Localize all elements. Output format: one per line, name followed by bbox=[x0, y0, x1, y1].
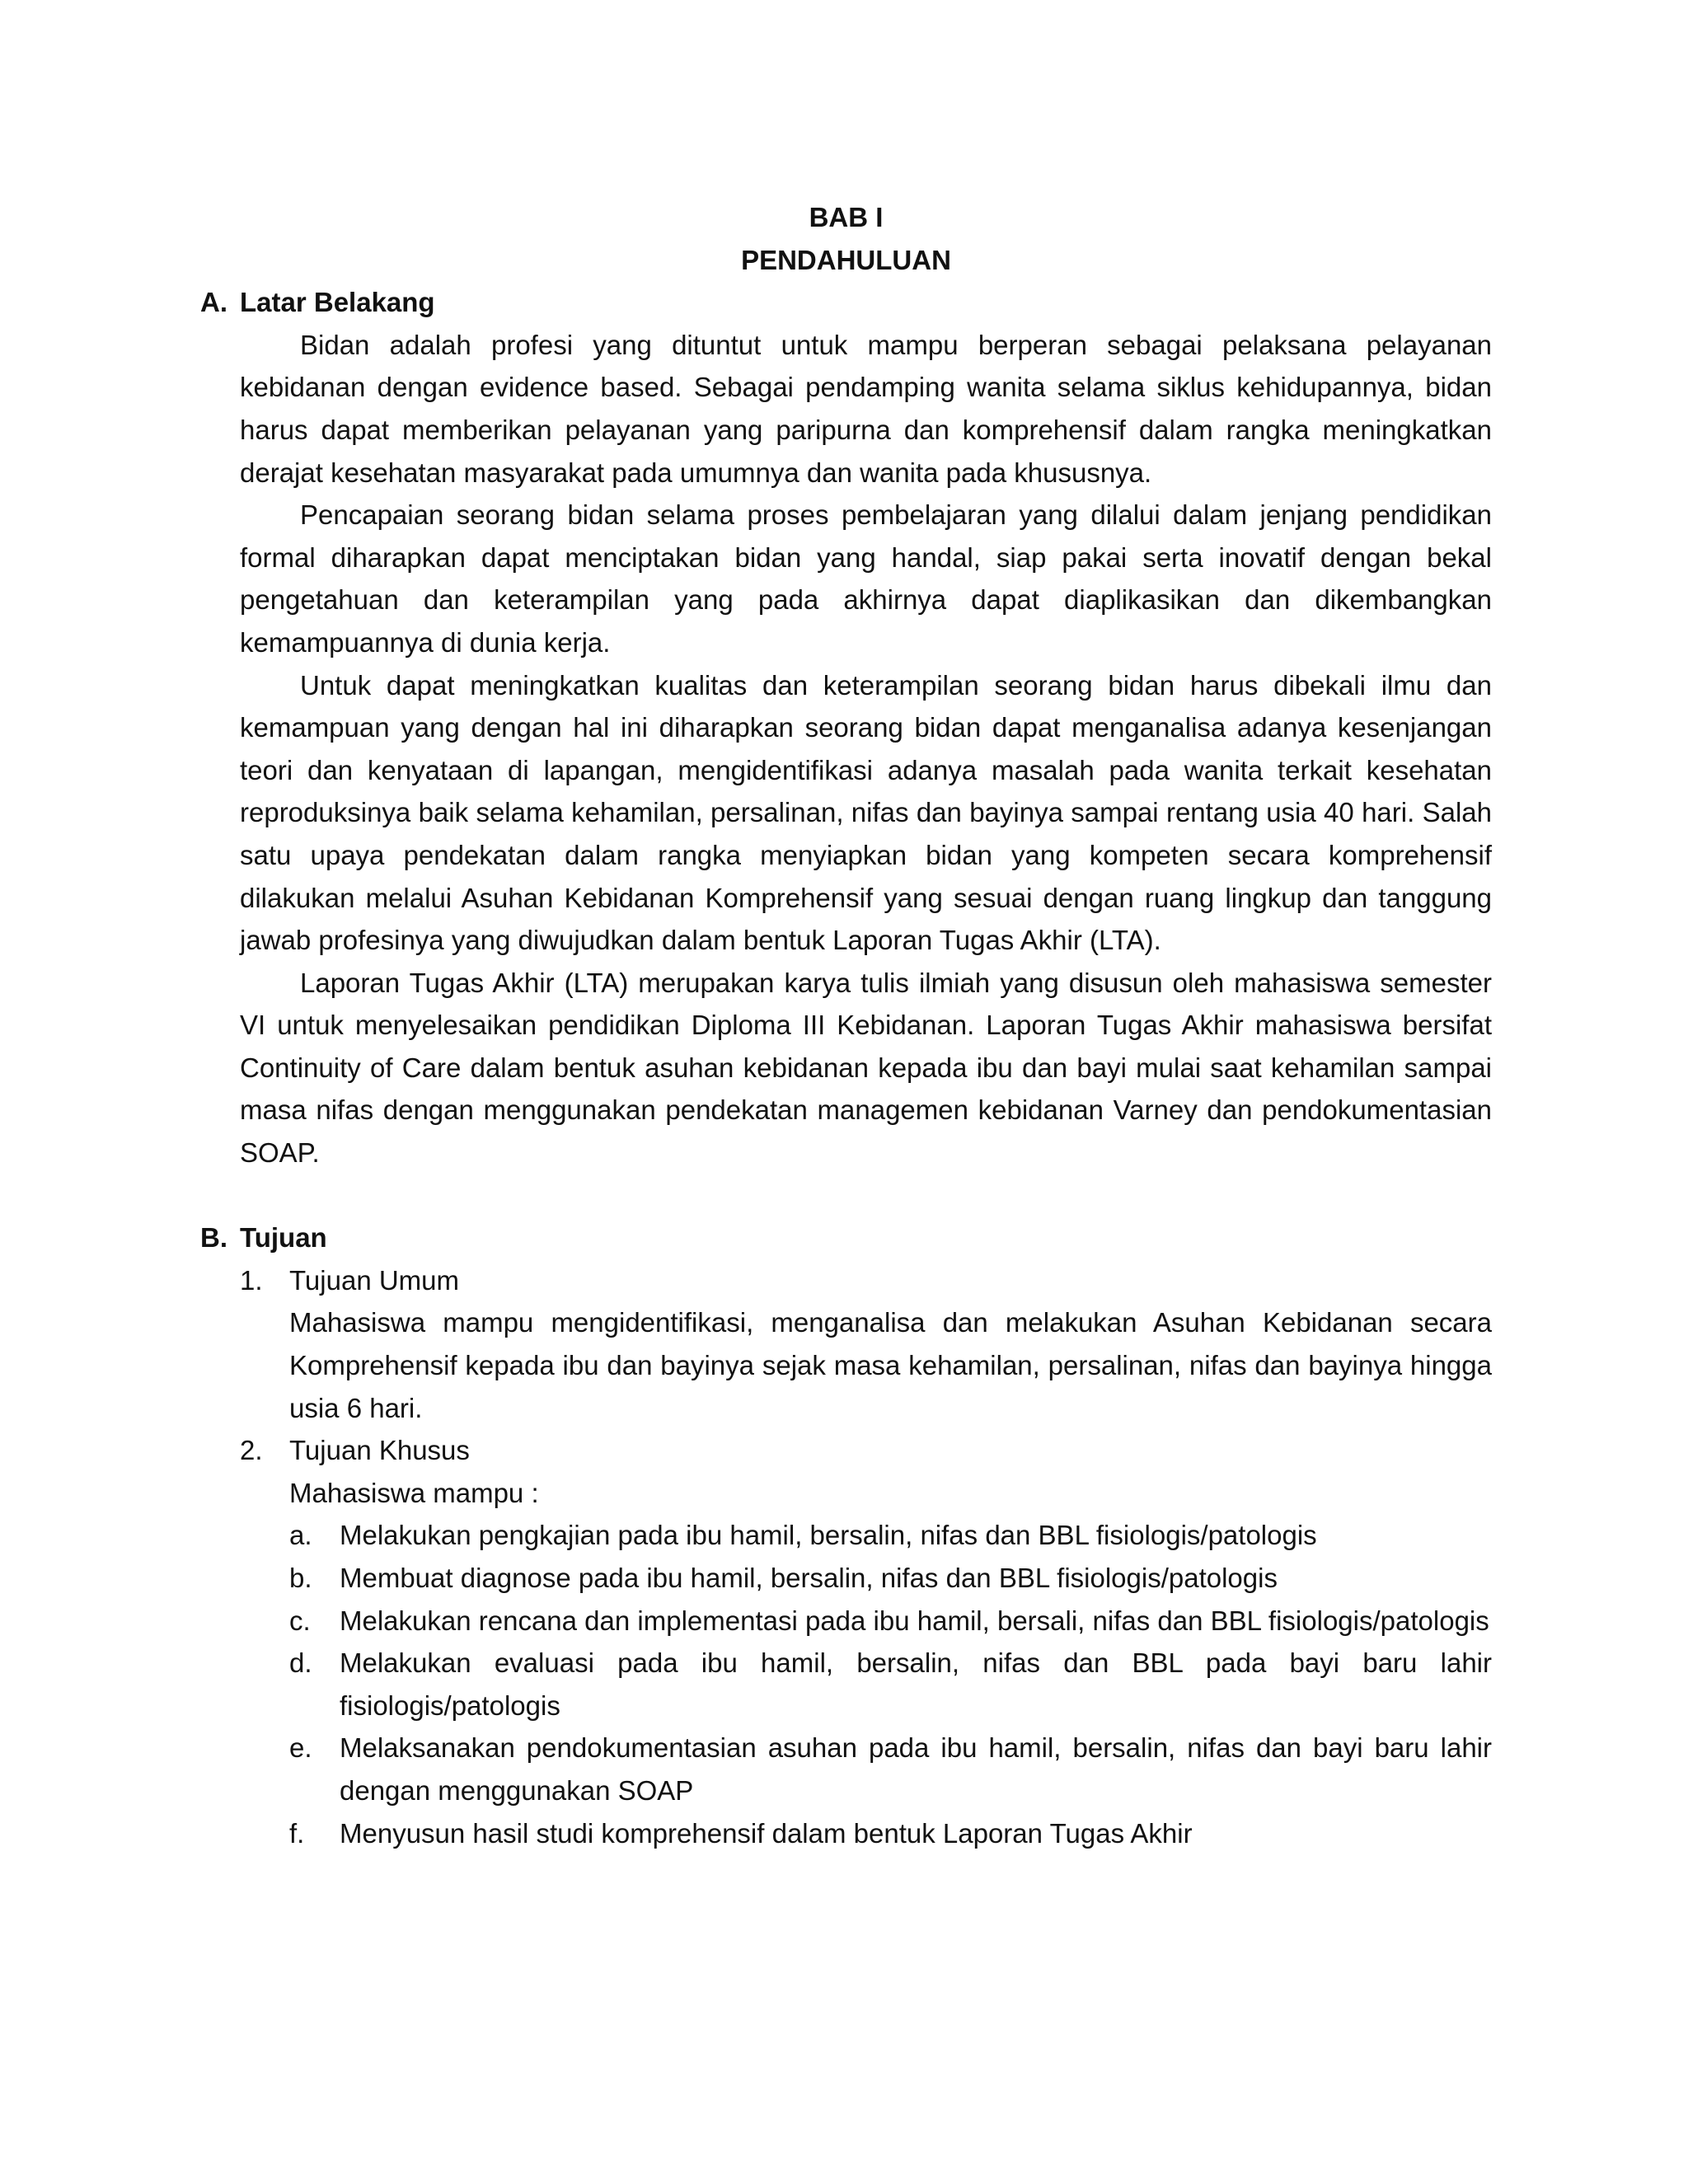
sub-list-item bbox=[289, 1727, 1492, 1811]
chapter-title: PENDAHULUAN bbox=[741, 244, 951, 275]
list-item-text: Mahasiswa mampu mengidentifikasi, menganalisa dan melakukan Asuhan Kebidanan secara Komprehensif kepada ibu dan bayinya sejak masa kehamilan, persalinan, nifas dan bayinya hingga usia 6 hari. bbox=[289, 1307, 1492, 1423]
paragraph: Bidan adalah profesi yang dituntut untuk mampu berperan sebagai pelaksana pelayanan kebidanan dengan evidence based. Sebagai pendamping wanita selama siklus kehidupannya, bidan harus dapat memberikan pelayanan yang paripurna dan komprehensif dalam rangka meningkatkan derajat kesehatan masyarakat pada umumnya dan wanita pada khususnya. bbox=[240, 329, 1492, 488]
sub-list-item bbox=[289, 1812, 1492, 1855]
list-item-title: Tujuan Umum bbox=[289, 1264, 460, 1296]
sub-list-letter: b. bbox=[289, 1563, 312, 1593]
sub-list-text: Melaksanakan pendokumentasian asuhan pada ibu hamil, bersalin, nifas dan bayi baru lahir dengan menggunakan SOAP bbox=[340, 1732, 1492, 1806]
section-title: Latar Belakang bbox=[240, 287, 435, 318]
sub-list-letter: c. bbox=[289, 1605, 311, 1636]
list-number: 2. bbox=[240, 1435, 263, 1466]
paragraph: Pencapaian seorang bidan selama proses pembelajaran yang dilalui dalam jenjang pendidikan formal diharapkan dapat menciptakan bidan yang handal, siap pakai serta inovatif dengan bekal pengetahuan dan keterampilan yang pada akhirnya dapat diaplikasikan dan dikembangkan kemampuannya di dunia kerja. bbox=[240, 499, 1492, 658]
section-letter: A. bbox=[200, 287, 227, 318]
section-title: Tujuan bbox=[240, 1222, 327, 1254]
paragraph: Untuk dapat meningkatkan kualitas dan keterampilan seorang bidan harus dibekali ilmu dan kemampuan yang dengan hal ini diharapkan seorang bidan dapat menganalisa adanya kesenjangan teori dan kenyataan di lapangan, mengidentifikasi adanya masalah pada wanita terkait kesehatan reproduksinya baik selama kehamilan, persalinan, nifas dan bayinya sampai rentang usia 40 hari. Salah satu upaya pendekatan dalam rangka menyiapkan bidan yang kompeten secara komprehensif dilakukan melalui Asuhan Kebidanan Komprehensif yang sesuai dengan ruang lingkup dan tanggung jawab profesinya yang diwujudkan dalam bentuk Laporan Tugas Akhir (LTA). bbox=[240, 669, 1492, 956]
sub-list-letter: d. bbox=[289, 1647, 312, 1679]
chapter-number: BAB I bbox=[809, 202, 884, 232]
sub-list-text: Menyusun hasil studi komprehensif dalam bentuk Laporan Tugas Akhir bbox=[340, 1817, 1193, 1849]
sub-list-letter: e. bbox=[289, 1732, 312, 1764]
paragraph: Laporan Tugas Akhir (LTA) merupakan karya tulis ilmiah yang disusun oleh mahasiswa semester VI untuk menyelesaikan pendidikan Diploma III Kebidanan. Laporan Tugas Akhir mahasiswa bersifat Continuity of Care dalam bentuk asuhan kebidanan kepada ibu dan bayi mulai saat kehamilan sampai masa nifas dengan menggunakan pendekatan managemen kebidanan Varney dan pendokumentasian SOAP. bbox=[240, 967, 1492, 1169]
sub-list-item bbox=[289, 1642, 1492, 1727]
list-item-title: Tujuan Khusus bbox=[289, 1435, 470, 1466]
sub-list-item bbox=[289, 1600, 1492, 1643]
sub-list-letter: a. bbox=[289, 1520, 312, 1551]
section-heading-tujuan bbox=[200, 1216, 1492, 1259]
list-item-body bbox=[289, 1259, 1492, 1429]
list-number: 1. bbox=[240, 1264, 263, 1296]
document-body bbox=[200, 196, 1492, 1854]
sub-list-text: Melakukan evaluasi pada ibu hamil, bersalin, nifas dan BBL pada bayi baru lahir fisiologis/patologis bbox=[340, 1647, 1492, 1721]
sub-list-text: Melakukan rencana dan implementasi pada ibu hamil, bersali, nifas dan BBL fisiologis/patologis bbox=[340, 1605, 1489, 1636]
list-item-intro: Mahasiswa mampu : bbox=[289, 1477, 539, 1508]
section-letter: B. bbox=[200, 1222, 227, 1254]
list-item-tujuan-khusus bbox=[240, 1429, 1492, 1854]
sub-list-letter: f. bbox=[289, 1817, 305, 1849]
section-heading-latar-belakang bbox=[200, 281, 1492, 324]
sub-list-text: Membuat diagnose pada ibu hamil, bersalin, nifas dan BBL fisiologis/patologis bbox=[340, 1563, 1278, 1593]
sub-list-item bbox=[289, 1514, 1492, 1557]
list-item-body bbox=[289, 1429, 1492, 1854]
sub-list bbox=[289, 1514, 1492, 1854]
sub-list-text: Melakukan pengkajian pada ibu hamil, bersalin, nifas dan BBL fisiologis/patologis bbox=[340, 1520, 1317, 1551]
sub-list-item bbox=[289, 1557, 1492, 1600]
list-item-tujuan-umum bbox=[240, 1259, 1492, 1429]
spacer bbox=[200, 1174, 1492, 1217]
